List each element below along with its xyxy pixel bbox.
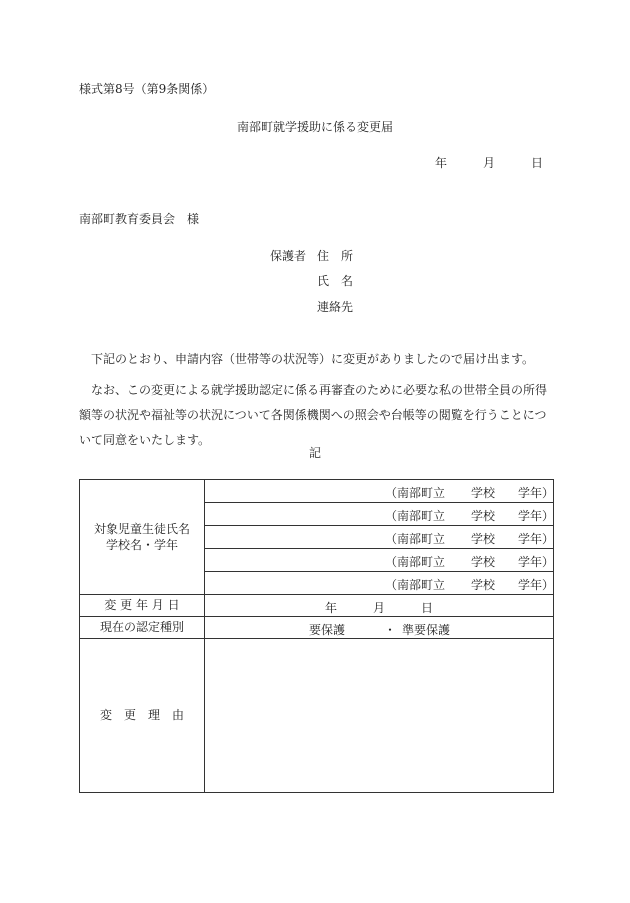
- cert-type-field[interactable]: [205, 617, 554, 639]
- ki-label: 記: [308, 446, 321, 460]
- school-prefix: （南部町立: [385, 555, 446, 569]
- cert-separator: ・: [384, 623, 397, 637]
- grade-label: 学年）: [518, 555, 555, 569]
- change-month-label: 月: [373, 601, 386, 615]
- grade-label: 学年）: [518, 578, 555, 592]
- cert-option-youhogo[interactable]: 要保護: [309, 623, 346, 637]
- form-number: 様式第8号（第9条関係）: [79, 82, 215, 96]
- school-label: 学校: [471, 555, 496, 569]
- student-row-3[interactable]: [205, 526, 554, 549]
- date-day-label: 日: [531, 156, 544, 170]
- school-prefix: （南部町立: [385, 532, 446, 546]
- school-label: 学校: [471, 486, 496, 500]
- addressee: 南部町教育委員会 様: [79, 212, 200, 226]
- change-day-label: 日: [421, 601, 434, 615]
- guardian-label: 保護者: [270, 249, 307, 263]
- change-date-field[interactable]: [205, 595, 554, 617]
- change-year-label: 年: [325, 601, 338, 615]
- cert-type-label: 現在の認定種別: [80, 617, 205, 639]
- change-form-table: [79, 479, 554, 793]
- grade-label: 学年）: [518, 486, 555, 500]
- student-label-cell: [80, 480, 205, 595]
- school-label: 学校: [471, 578, 496, 592]
- reason-field[interactable]: [205, 639, 554, 793]
- date-year-label: 年: [435, 156, 448, 170]
- table-row: [80, 480, 554, 503]
- grade-label: 学年）: [518, 532, 555, 546]
- name-label: 氏 名: [317, 274, 354, 288]
- reason-label: 変 更 理 由: [80, 639, 205, 793]
- school-label: 学校: [471, 532, 496, 546]
- student-row-1[interactable]: [205, 480, 554, 503]
- school-prefix: （南部町立: [385, 486, 446, 500]
- student-row-5[interactable]: [205, 572, 554, 595]
- school-prefix: （南部町立: [385, 578, 446, 592]
- table-row: [80, 639, 554, 793]
- body-paragraph-2: なお、この変更による就学援助認定に係る再審査のために必要な私の世帯全員の所得額等の状況や福祉等の状況について各関係機関への照会や台帳等の閲覧を行うことについて同意をいたします。: [79, 383, 548, 447]
- student-name-label: 対象児童生徒氏名: [93, 521, 190, 536]
- student-row-4[interactable]: [205, 549, 554, 572]
- document-title: 南部町就学援助に係る変更届: [236, 120, 393, 134]
- contact-label: 連絡先: [317, 300, 354, 314]
- school-grade-label: 学校名・学年: [105, 538, 178, 552]
- grade-label: 学年）: [518, 509, 555, 523]
- change-date-label: 変 更 年 月 日: [80, 595, 205, 617]
- table-row: [80, 595, 554, 617]
- student-row-2[interactable]: [205, 503, 554, 526]
- school-prefix: （南部町立: [385, 509, 446, 523]
- body-paragraph-1: 下記のとおり、申請内容（世帯等の状況等）に変更がありましたので届け出ます。: [91, 352, 535, 366]
- cert-option-junyouhogo[interactable]: 準要保護: [402, 623, 451, 637]
- school-label: 学校: [471, 509, 496, 523]
- table-row: [80, 617, 554, 639]
- address-label: 住 所: [317, 249, 354, 263]
- date-month-label: 月: [483, 156, 496, 170]
